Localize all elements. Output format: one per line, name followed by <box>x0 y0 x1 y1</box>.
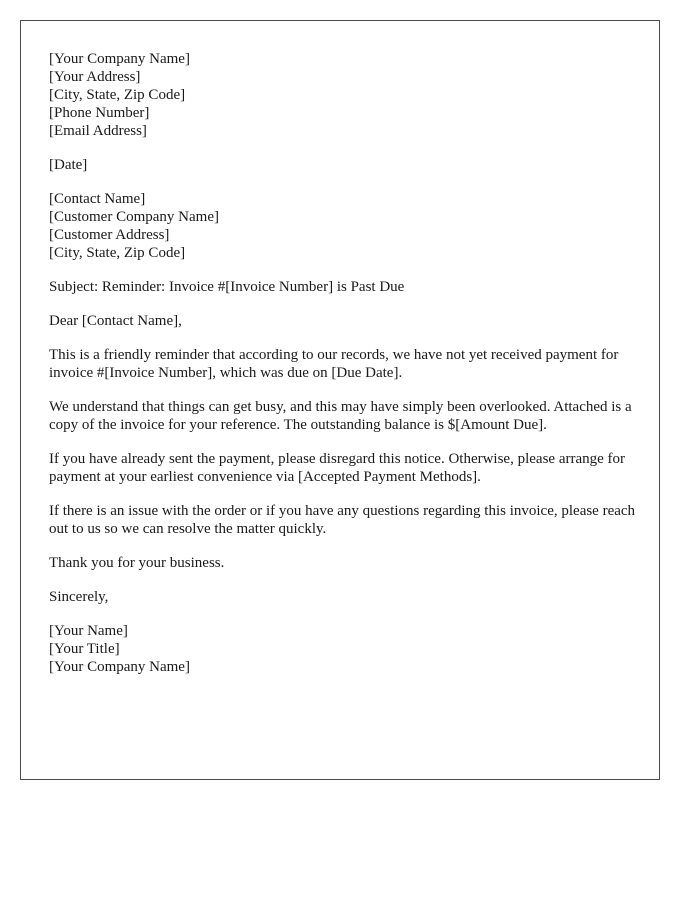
sender-email: [Email Address] <box>49 123 147 139</box>
recipient-company-name: [Customer Company Name] <box>49 209 219 225</box>
thanks-line: Thank you for your business. <box>49 555 225 571</box>
sender-address-block <box>49 50 639 140</box>
body-paragraph: We understand that things can get busy, and this may have simply been overlooked. Attached is a copy of the invoice for your reference. The outstanding balance is $[Amount Due]. <box>49 399 632 433</box>
sender-address: [Your Address] <box>49 69 141 85</box>
sender-company-name: [Your Company Name] <box>49 51 190 67</box>
closing-line: Sincerely, <box>49 589 109 605</box>
date-block <box>49 156 639 174</box>
letter-date: [Date] <box>49 157 88 173</box>
body-paragraph: If there is an issue with the order or if you have any questions regarding this invoice, please reach out to us so we can resolve the matter quickly. <box>49 503 636 537</box>
signature-title: [Your Title] <box>49 641 120 657</box>
salutation: Dear [Contact Name], <box>49 313 182 329</box>
signature-name: [Your Name] <box>49 623 128 639</box>
signature-company-name: [Your Company Name] <box>49 659 190 675</box>
body-paragraph: This is a friendly reminder that according to our records, we have not yet received payment for invoice #[Invoice Number], which was due on [Due Date]. <box>49 347 619 381</box>
recipient-contact-name: [Contact Name] <box>49 191 146 207</box>
recipient-address-block <box>49 190 639 262</box>
subject-line: Subject: Reminder: Invoice #[Invoice Number] is Past Due <box>49 279 405 295</box>
sender-phone: [Phone Number] <box>49 105 150 121</box>
letter-page <box>20 20 660 780</box>
recipient-address: [Customer Address] <box>49 227 170 243</box>
letter-body <box>49 50 639 692</box>
body-paragraph: If you have already sent the payment, please disregard this notice. Otherwise, please arrange for payment at your earliest convenience via [Accepted Payment Methods]. <box>49 451 626 485</box>
sender-city-state-zip: [City, State, Zip Code] <box>49 87 186 103</box>
recipient-city-state-zip: [City, State, Zip Code] <box>49 245 186 261</box>
signature-block <box>49 622 639 676</box>
